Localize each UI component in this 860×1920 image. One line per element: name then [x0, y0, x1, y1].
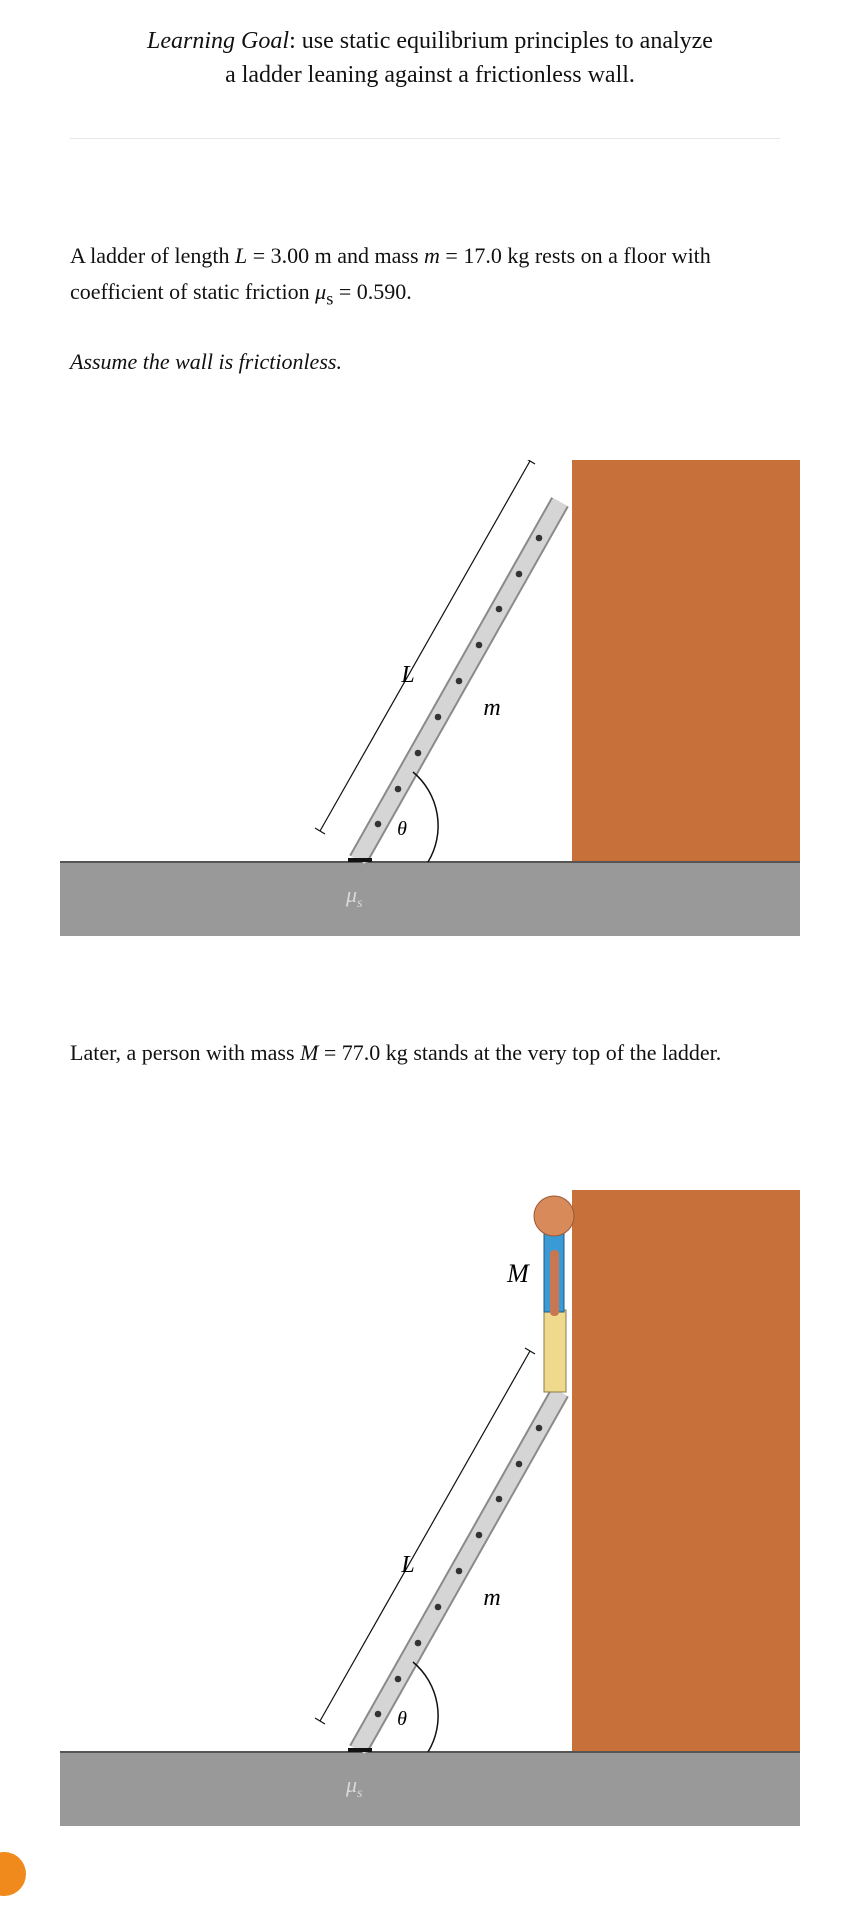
- p3-text-1: Later, a person with mass: [70, 1040, 301, 1065]
- person-arm: [550, 1250, 559, 1316]
- m-value: = 17.0 kg: [439, 243, 530, 268]
- figure-ladder: [60, 460, 800, 960]
- p1-text-1: A ladder of length: [70, 243, 235, 268]
- p3-text-2: stands at the very top of the ladder.: [407, 1040, 722, 1065]
- label-mu: $\mu_s$: [346, 1772, 363, 1801]
- person: [534, 1196, 574, 1392]
- mu-symbol: μ: [315, 279, 327, 304]
- angle-arc: [413, 1662, 438, 1752]
- label-m: m: [483, 695, 501, 721]
- problem-paragraph-2: Assume the wall is frictionless.: [70, 349, 342, 374]
- learning-goal-text-1: : use static equilibrium principles to analyze: [289, 28, 713, 54]
- label-L: L: [401, 662, 415, 688]
- label-m: m: [483, 1585, 501, 1611]
- label-theta: θ: [397, 1708, 407, 1730]
- learning-goal: [0, 24, 860, 92]
- ladder: [358, 502, 560, 860]
- wall: [572, 460, 800, 862]
- problem-paragraph-1: [70, 238, 790, 316]
- learning-goal-label: Learning Goal: [147, 28, 290, 54]
- person-legs: [544, 1310, 566, 1392]
- label-L: L: [401, 1552, 415, 1578]
- divider: [70, 138, 780, 139]
- mu-value: = 0.590.: [333, 279, 412, 304]
- length-indicator: [315, 460, 535, 834]
- label-mu: $\mu_s$: [346, 882, 363, 911]
- angle-arc: [413, 772, 438, 862]
- p1-text-3: rests on a floor with coefficient of static friction: [70, 243, 711, 304]
- M-value: = 77.0 kg: [318, 1040, 408, 1065]
- learning-goal-text-2: a ladder leaning against a frictionless wall.: [225, 62, 635, 88]
- mu-subscript: s: [326, 288, 334, 309]
- L-symbol: L: [234, 243, 248, 268]
- m-symbol: m: [424, 243, 440, 268]
- label-theta: θ: [397, 818, 407, 840]
- person-head: [534, 1196, 574, 1236]
- floor: [60, 862, 800, 936]
- ladder: [358, 1392, 560, 1750]
- label-M: M: [507, 1259, 529, 1288]
- figure-ladder-with-person: [60, 1190, 800, 1850]
- length-indicator: [315, 1348, 535, 1724]
- floating-action-badge[interactable]: [0, 1852, 26, 1896]
- p1-text-2: and mass: [331, 243, 425, 268]
- problem-paragraph-3: [70, 1035, 790, 1071]
- M-symbol: M: [300, 1040, 319, 1065]
- wall: [572, 1190, 800, 1752]
- L-value: = 3.00 m: [247, 243, 332, 268]
- floor: [60, 1752, 800, 1826]
